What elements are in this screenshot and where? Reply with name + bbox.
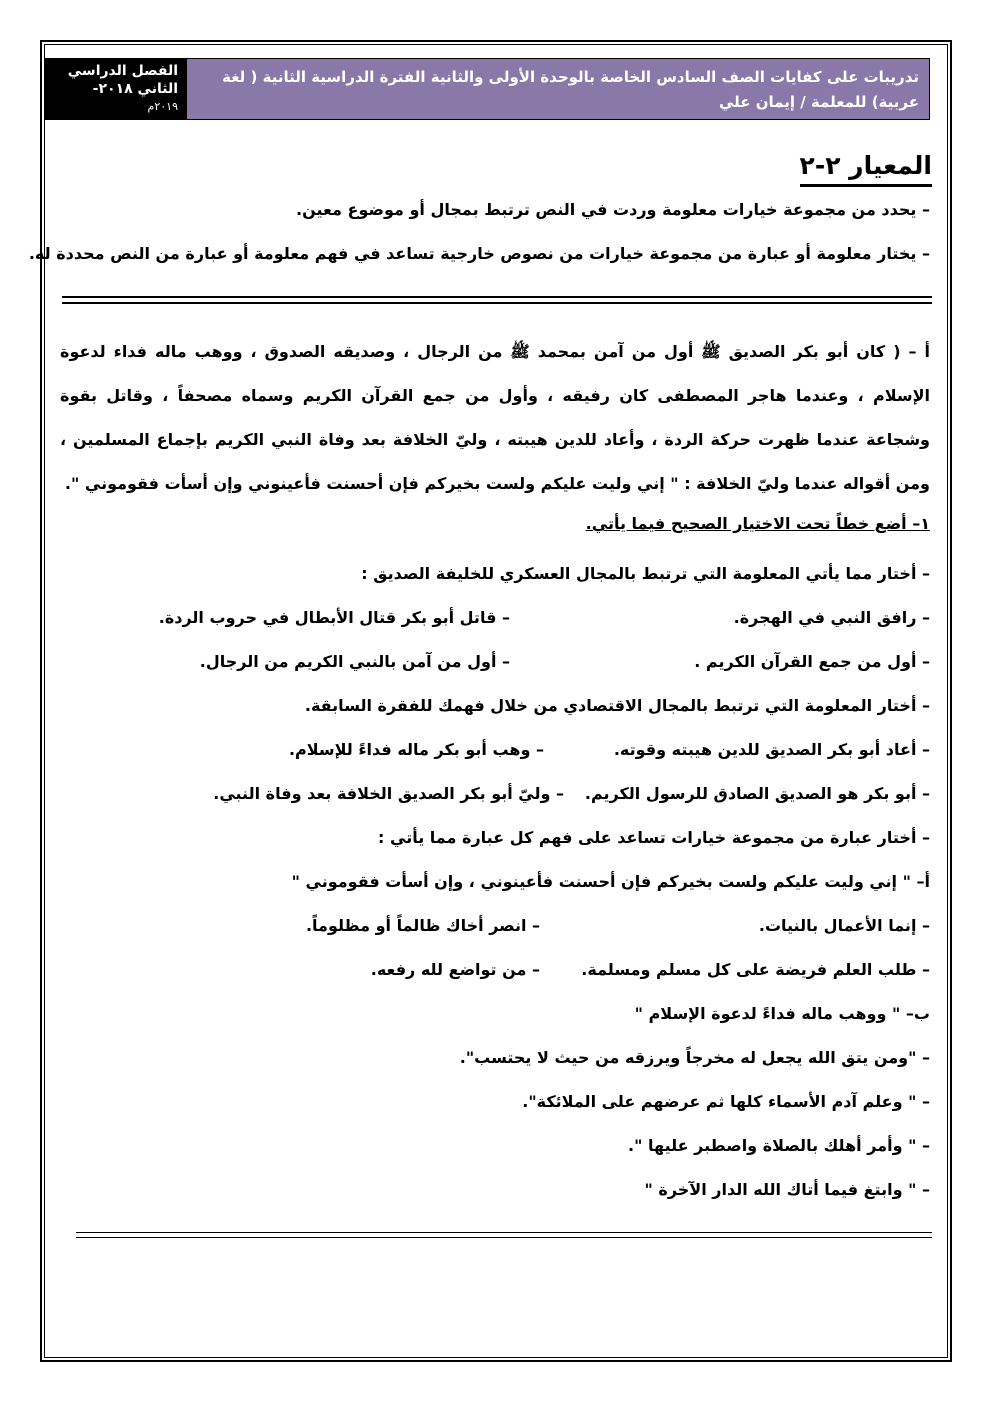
header-title: تدريبات على كفايات الصف السادس الخاصة بالوحدة الأولى والثانية الفترة الدراسية الثانية ( لغة عربية) للمعلمة / إيمان علي [186, 58, 930, 120]
term-line-3: ٢٠١٩م [147, 100, 178, 113]
q3-a-label: أ– " إني وليت عليكم ولست بخيركم فإن أحسنت فأعينوني ، وإن أسأت فقوموني " [291, 872, 930, 891]
passage: أ – ( كان أبو بكر الصديق ﷺ أول من آمن بمحمد ﷺ من الرجال ، وصديقه الصدوق ، ووهب ماله فداء لدعوة الإسلام ، وعندما هاجر المصطفى كان رفيقه ، وأول من جمع القرآن الكريم وسماه مصحفاً ، وقاتل بقوة وشجاعة عندما ظهرت حركة الردة ، وأعاد للدين هيبته ، وليّ الخلافة بعد وفاة النبي الكريم بإجماع المسلمين ، ومن أقواله عندما وليّ الخلافة : " إني وليت عليكم ولست بخيركم فإن أحسنت فأعينوني وإن أسأت فقوموني ". [60, 342, 930, 493]
q3-a-option[interactable]: – انصر أخاك ظالماً أو مظلوماً. [305, 916, 540, 935]
q2-option[interactable]: – أبو بكر هو الصديق الصادق للرسول الكريم. [584, 784, 930, 803]
q1-option[interactable]: – قاتل أبو بكر قتال الأبطال في حروب الردة. [158, 608, 510, 627]
term-line-1: الفصل الدراسي [67, 63, 178, 79]
q3-b-option[interactable]: – " وابتغ فيما أتاك الله الدار الآخرة " [644, 1180, 930, 1199]
q3-b-option[interactable]: – " وعلم آدم الأسماء كلها ثم عرضهم على الملائكة". [522, 1092, 930, 1111]
standard-title: المعيار ٢-٢ [800, 150, 932, 187]
separator [62, 296, 932, 304]
q2-option[interactable]: – وليّ أبو بكر الصديق الخلافة بعد وفاة النبي. [213, 784, 564, 803]
bottom-separator [76, 1232, 932, 1238]
header-term [44, 58, 186, 120]
q2-option[interactable]: – وهب أبو بكر ماله فداءً للإسلام. [288, 740, 544, 759]
term-line-2: الثاني ٢٠١٨- [92, 81, 178, 97]
q3-prompt: – أختار عبارة من مجموعة خيارات تساعد على فهم كل عبارة مما يأتي : [378, 828, 930, 847]
q2-option[interactable]: – أعاد أبو بكر الصديق للدين هيبته وقوته. [613, 740, 930, 759]
q2-prompt: – أختار المعلومة التي ترتبط بالمجال الاقتصادي من خلال فهمك للفقرة السابقة. [304, 696, 930, 715]
q1-option[interactable]: – رافق النبي في الهجرة. [733, 608, 930, 627]
q3-a-option[interactable]: – إنما الأعمال بالنيات. [758, 916, 930, 935]
q1-option[interactable]: – أول من آمن بالنبي الكريم من الرجال. [199, 652, 510, 671]
q3-b-option[interactable]: – "ومن يتق الله يجعل له مخرجاً ويرزقه من حيث لا يحتسب". [459, 1048, 930, 1067]
q1-option[interactable]: – أول من جمع القرآن الكريم . [694, 652, 930, 671]
q3-b-option[interactable]: – " وأمر أهلك بالصلاة واصطبر عليها ". [628, 1136, 930, 1155]
q1-prompt: – أختار مما يأتي المعلومة التي ترتبط بالمجال العسكري للخليفة الصديق : [361, 564, 930, 583]
q3-a-option[interactable]: – طلب العلم فريضة على كل مسلم ومسلمة. [581, 960, 930, 979]
q3-b-label: ب– " ووهب ماله فداءً لدعوة الإسلام " [634, 1004, 930, 1023]
task-title: ١– أضع خطاً تحت الاختيار الصحيح فيما يأتي. [585, 514, 930, 533]
standard-item: – يحدد من مجموعة خيارات معلومة وردت في النص ترتبط بمجال أو موضوع معين. [296, 200, 930, 219]
q3-a-option[interactable]: – من تواضع لله رفعه. [370, 960, 540, 979]
standard-item: – يختار معلومة أو عبارة من مجموعة خيارات من نصوص خارجية تساعد في فهم معلومة أو عبارة من النص محددة له. [28, 244, 930, 263]
